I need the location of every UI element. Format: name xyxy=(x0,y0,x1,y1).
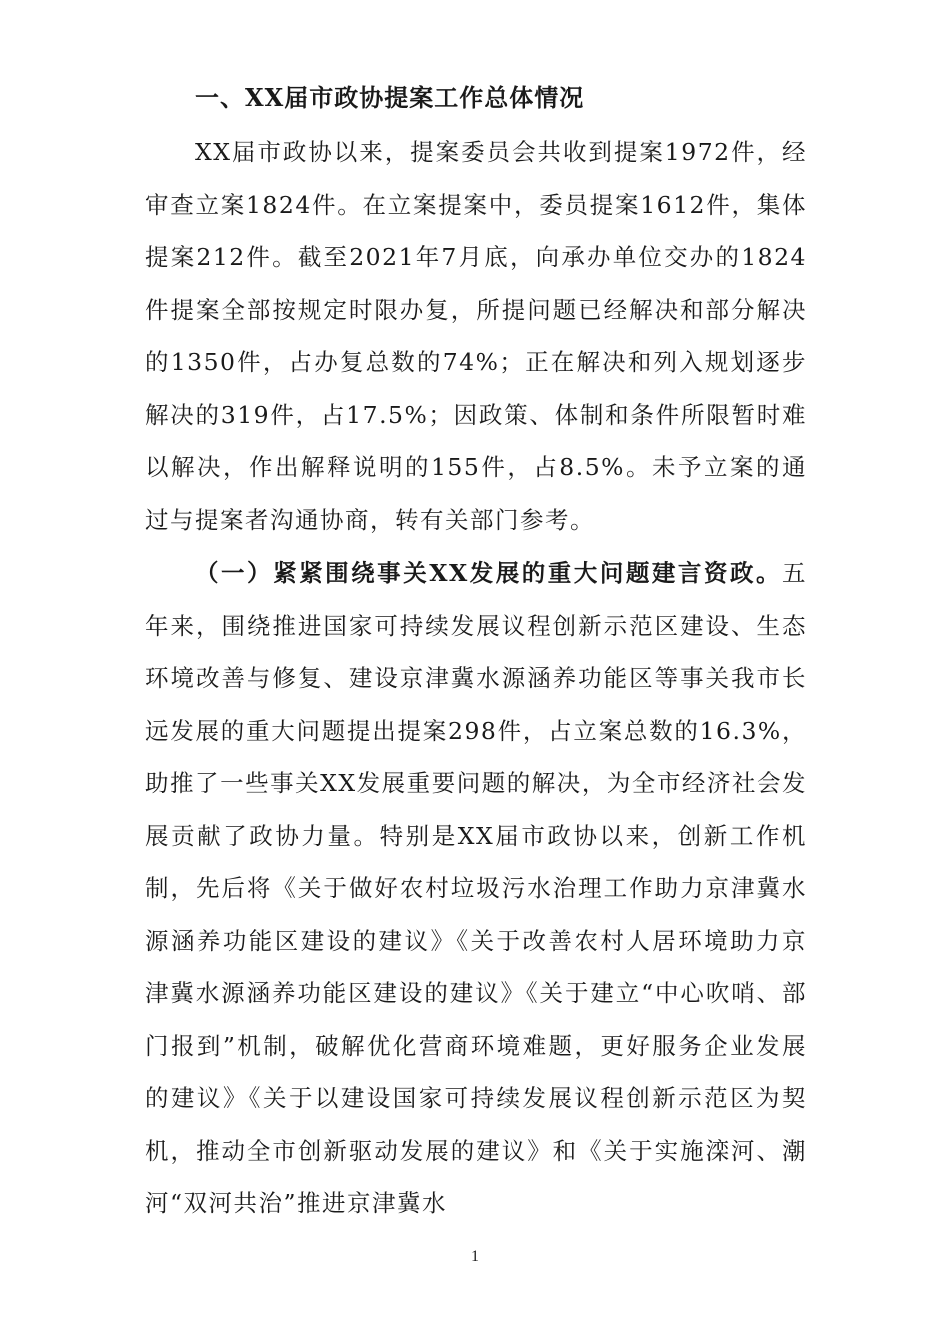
paragraph-text-wrapper xyxy=(145,547,807,1230)
paragraph-subsection-one xyxy=(145,547,807,1230)
page-number: 1 xyxy=(471,1248,479,1265)
section-heading: 一、XX届市政协提案工作总体情况 xyxy=(195,83,585,112)
paragraph-summary xyxy=(145,126,807,546)
subsection-body: 五年来，围绕推进国家可持续发展议程创新示范区建设、生态环境改善与修复、建设京津冀水源涵养功能区等事关我市长远发展的重大问题提出提案298件，占立案总数的16.3%，助推了一些事关XX发展重要问题的解决，为全市经济社会发展贡献了政协力量。特别是XX届市政协以来，创新工作机制，先后将《关于做好农村垃圾污水治理工作助力京津冀水源涵养功能区建设的建议》《关于改善农村人居环境助力京津冀水源涵养功能区建设的建议》《关于建立“中心吹哨、部门报到”机制，破解优化营商环境难题，更好服务企业发展的建议》《关于以建设国家可持续发展议程创新示范区为契机，推动全市创新驱动发展的建议》和《关于实施滦河、潮河“双河共治”推进京津冀水 xyxy=(145,559,807,1217)
paragraph-text: XX届市政协以来，提案委员会共收到提案1972件，经审查立案1824件。在立案提案中，委员提案1612件，集体提案212件。截至2021年7月底，向承办单位交办的1824件提案全部按规定时限办复，所提问题已经解决和部分解决的1350件，占办复总数的74%；正在解决和列入规划逐步解决的319件，占17.5%；因政策、体制和条件所限暂时难以解决，作出解释说明的155件，占8.5%。未予立案的通过与提案者沟通协商，转有关部门参考。 xyxy=(145,138,807,534)
subsection-heading: （一）紧紧围绕事关XX发展的重大问题建言资政。 xyxy=(195,559,782,587)
